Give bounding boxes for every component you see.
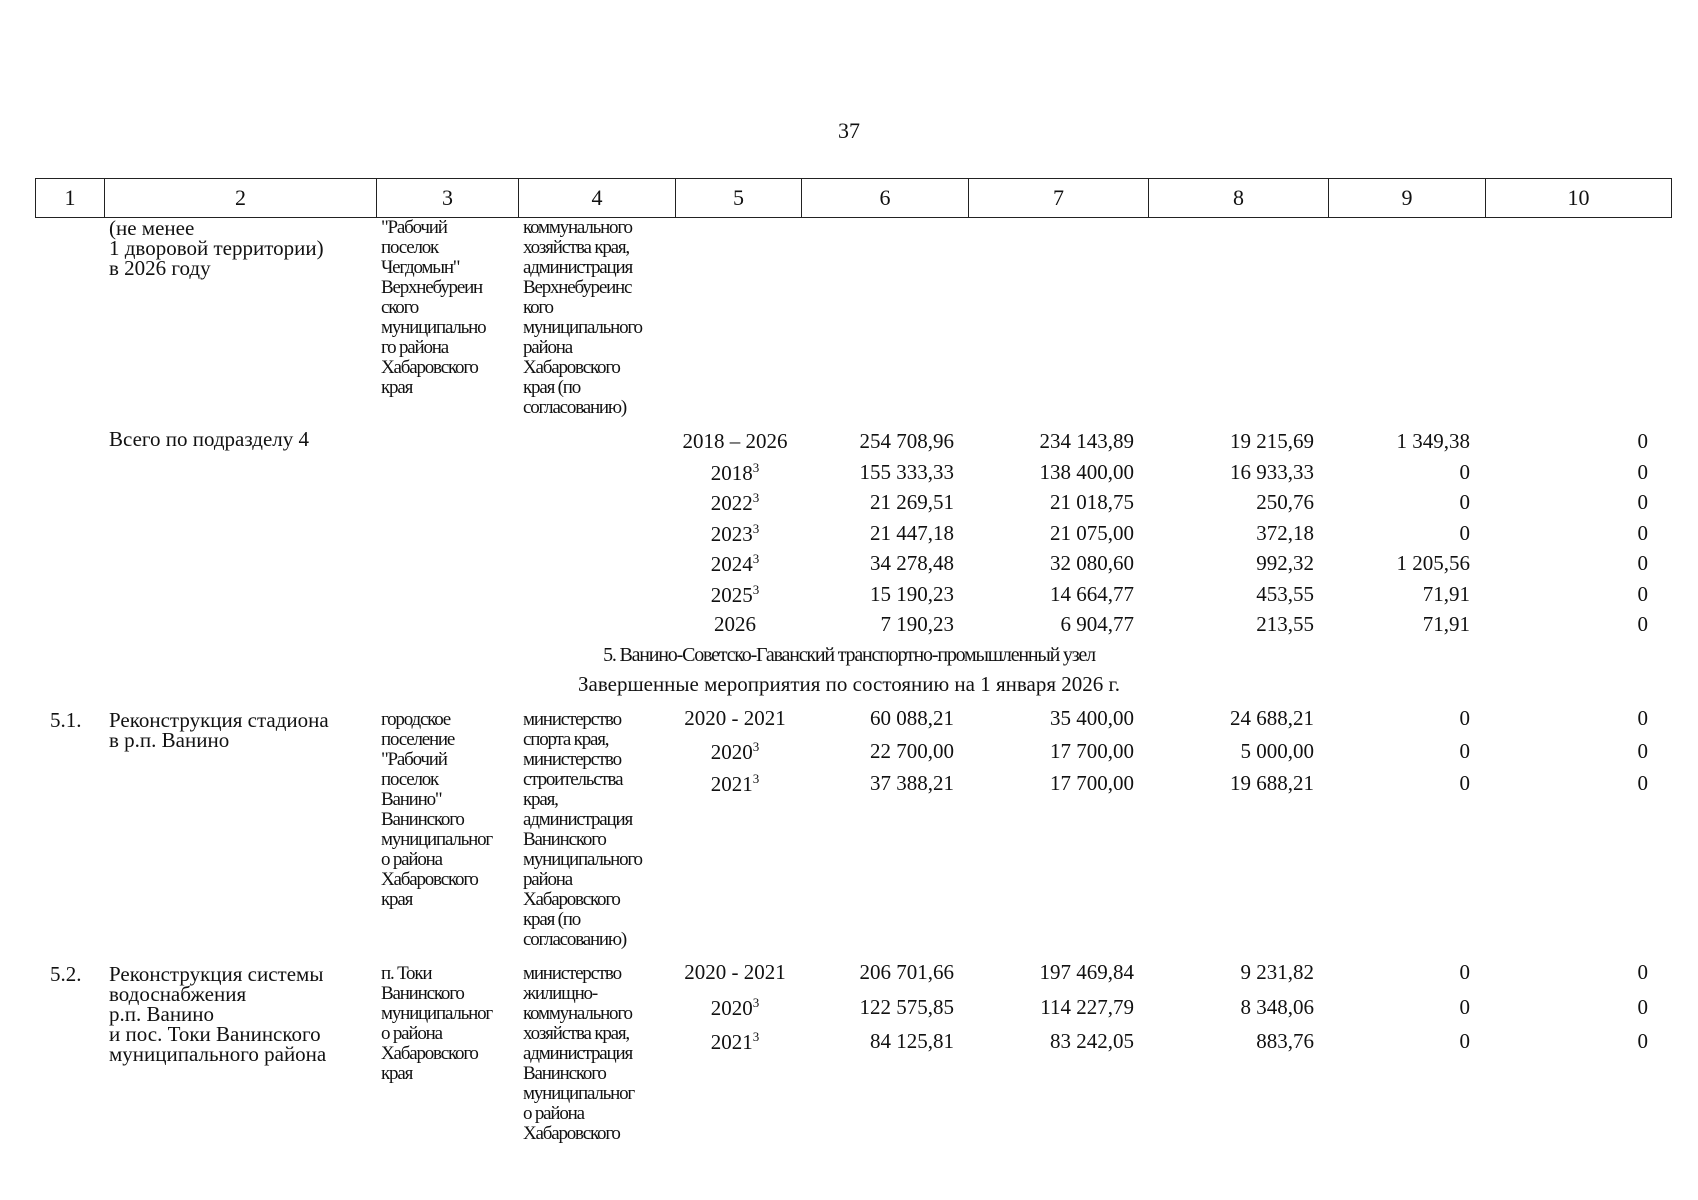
value-cell-c7: 17 700,00 bbox=[1050, 738, 1134, 763]
year-cell bbox=[665, 429, 805, 454]
value-cell-c8: 250,76 bbox=[1256, 490, 1314, 514]
continuation-name: (не менее 1 дворовой территории) в 2026 году bbox=[109, 216, 324, 280]
value-cell-c10: 0 bbox=[1637, 771, 1648, 795]
value-cell-c10: 0 bbox=[1637, 459, 1648, 484]
item-municipality: п. Токи Ванинского муниципальног о района Хабаровского края bbox=[381, 963, 492, 1084]
column-header-2: 2 bbox=[105, 179, 377, 218]
year-value: 2020 bbox=[710, 739, 753, 764]
value-cell-c6: 21 447,18 bbox=[870, 520, 954, 545]
column-header-9: 9 bbox=[1329, 179, 1486, 218]
value-cell-c9: 0 bbox=[1459, 994, 1470, 1019]
value-cell-c8: 19 215,69 bbox=[1230, 429, 1314, 453]
value-cell-c6: 34 278,48 bbox=[870, 551, 954, 575]
value-cell-c8: 5 000,00 bbox=[1240, 738, 1314, 763]
value-cell-c10: 0 bbox=[1637, 994, 1648, 1019]
year-value: 2025 bbox=[710, 582, 753, 607]
value-cell-c9: 0 bbox=[1459, 771, 1470, 795]
value-cell-c10: 0 bbox=[1637, 1029, 1648, 1053]
value-cell-c6: 206 701,66 bbox=[859, 960, 954, 984]
continuation-col3: "Рабочий поселок Чегдомын" Верхнебуреин ского муниципально го района Хабаровского края bbox=[381, 217, 486, 398]
value-cell-c6: 7 190,23 bbox=[880, 612, 954, 636]
value-cell-c10: 0 bbox=[1637, 960, 1648, 984]
year-value: 2023 bbox=[710, 521, 753, 546]
value-cell-c7: 6 904,77 bbox=[1060, 612, 1134, 636]
column-header-3: 3 bbox=[377, 179, 519, 218]
year-value: 2021 bbox=[710, 1030, 753, 1054]
value-cell-c7: 35 400,00 bbox=[1050, 706, 1134, 730]
value-cell-c7: 83 242,05 bbox=[1050, 1029, 1134, 1053]
value-cell-c8: 9 231,82 bbox=[1240, 960, 1314, 984]
year-value: 2026 bbox=[714, 612, 756, 636]
column-header-7: 7 bbox=[969, 179, 1149, 218]
item-name: Реконструкция системы водоснабжения р.п. Ванино и пос. Токи Ванинского муниципального района bbox=[109, 962, 327, 1066]
value-cell-c8: 8 348,06 bbox=[1240, 994, 1314, 1019]
column-header-1: 1 bbox=[36, 179, 105, 218]
value-cell-c9: 1 349,38 bbox=[1396, 429, 1470, 453]
value-cell-c8: 213,55 bbox=[1256, 612, 1314, 636]
value-cell-c6: 15 190,23 bbox=[870, 581, 954, 606]
footnote-mark: 3 bbox=[752, 738, 760, 754]
value-cell-c10: 0 bbox=[1637, 520, 1648, 545]
section-title: 5. Ванино-Советско-Гаванский транспортно-промышленный узел bbox=[603, 644, 1095, 666]
item-executors: министерство спорта края, министерство строительства края, администрация Ванинского муниципального района Хабаровского края (по согласованию) bbox=[523, 709, 642, 950]
value-cell-c6: 22 700,00 bbox=[870, 738, 954, 763]
footnote-mark: 3 bbox=[752, 771, 760, 786]
value-cell-c9: 71,91 bbox=[1422, 612, 1470, 636]
value-cell-c8: 453,55 bbox=[1256, 581, 1314, 606]
value-cell-c7: 17 700,00 bbox=[1050, 771, 1134, 795]
year-cell bbox=[665, 960, 805, 985]
value-cell-c7: 114 227,79 bbox=[1040, 994, 1134, 1019]
value-cell-c6: 155 333,33 bbox=[859, 459, 954, 484]
value-cell-c9: 0 bbox=[1459, 520, 1470, 545]
year-value: 2020 bbox=[710, 995, 753, 1020]
year-cell bbox=[665, 612, 805, 637]
value-cell-c6: 254 708,96 bbox=[859, 429, 954, 453]
footnote-mark: 3 bbox=[752, 520, 760, 536]
year-cell bbox=[665, 739, 805, 765]
value-cell-c6: 122 575,85 bbox=[859, 994, 954, 1019]
item-name: Реконструкция стадиона в р.п. Ванино bbox=[109, 708, 329, 752]
year-cell bbox=[665, 551, 805, 577]
value-cell-c7: 32 080,60 bbox=[1050, 551, 1134, 575]
year-value: 2018 – 2026 bbox=[682, 429, 788, 453]
year-cell bbox=[665, 771, 805, 797]
value-cell-c9: 0 bbox=[1459, 459, 1470, 484]
value-cell-c10: 0 bbox=[1637, 551, 1648, 575]
value-cell-c7: 14 664,77 bbox=[1050, 581, 1134, 606]
value-cell-c10: 0 bbox=[1637, 738, 1648, 763]
column-header-row bbox=[35, 178, 1672, 218]
item-executors: министерство жилищно- коммунального хозяйства края, администрация Ванинского муниципальног о района Хабаровского bbox=[523, 963, 634, 1144]
value-cell-c10: 0 bbox=[1637, 490, 1648, 514]
page-number: 37 bbox=[838, 118, 860, 143]
value-cell-c7: 21 018,75 bbox=[1050, 490, 1134, 514]
value-cell-c6: 84 125,81 bbox=[870, 1029, 954, 1053]
year-cell bbox=[665, 706, 805, 731]
value-cell-c10: 0 bbox=[1637, 706, 1648, 730]
year-value: 2020 - 2021 bbox=[684, 960, 786, 984]
year-cell bbox=[665, 1029, 805, 1055]
footnote-mark: 3 bbox=[752, 1029, 760, 1044]
item-municipality: городское поселение "Рабочий поселок Ванино" Ванинского муниципальног о района Хабаровского края bbox=[381, 709, 492, 910]
value-cell-c10: 0 bbox=[1637, 429, 1648, 453]
column-header-6: 6 bbox=[802, 179, 969, 218]
value-cell-c6: 60 088,21 bbox=[870, 706, 954, 730]
column-header-8: 8 bbox=[1149, 179, 1329, 218]
value-cell-c8: 16 933,33 bbox=[1230, 459, 1314, 484]
value-cell-c7: 138 400,00 bbox=[1039, 459, 1134, 484]
year-cell bbox=[665, 460, 805, 486]
year-cell bbox=[665, 490, 805, 516]
value-cell-c9: 0 bbox=[1459, 960, 1470, 984]
value-cell-c7: 234 143,89 bbox=[1039, 429, 1134, 453]
year-value: 2020 - 2021 bbox=[684, 706, 786, 730]
value-cell-c6: 21 269,51 bbox=[870, 490, 954, 514]
value-cell-c9: 1 205,56 bbox=[1396, 551, 1470, 575]
year-cell bbox=[665, 995, 805, 1021]
column-header-5: 5 bbox=[676, 179, 802, 218]
year-value: 2024 bbox=[710, 552, 753, 576]
column-header-4: 4 bbox=[519, 179, 676, 218]
year-value: 2021 bbox=[710, 772, 753, 796]
continuation-col4: коммунального хозяйства края, администрация Верхнебуреинс кого муниципального района Хабаровского края (по согласованию) bbox=[523, 217, 642, 418]
value-cell-c7: 21 075,00 bbox=[1050, 520, 1134, 545]
value-cell-c7: 197 469,84 bbox=[1039, 960, 1134, 984]
section-subtitle: Завершенные мероприятия по состоянию на 1 января 2026 г. bbox=[578, 672, 1120, 696]
value-cell-c8: 19 688,21 bbox=[1230, 771, 1314, 795]
footnote-mark: 3 bbox=[752, 581, 760, 597]
footnote-mark: 3 bbox=[752, 459, 760, 475]
value-cell-c9: 0 bbox=[1459, 738, 1470, 763]
value-cell-c8: 992,32 bbox=[1256, 551, 1314, 575]
value-cell-c9: 71,91 bbox=[1422, 581, 1470, 606]
value-cell-c10: 0 bbox=[1637, 581, 1648, 606]
year-value: 2018 bbox=[710, 460, 753, 485]
value-cell-c9: 0 bbox=[1459, 706, 1470, 730]
item-number: 5.2. bbox=[50, 962, 82, 986]
value-cell-c8: 372,18 bbox=[1256, 520, 1314, 545]
value-cell-c8: 883,76 bbox=[1256, 1029, 1314, 1053]
column-header-10: 10 bbox=[1486, 179, 1672, 218]
year-value: 2022 bbox=[710, 491, 753, 515]
subtotal-label: Всего по подразделу 4 bbox=[109, 427, 310, 451]
value-cell-c10: 0 bbox=[1637, 612, 1648, 636]
item-number: 5.1. bbox=[50, 708, 82, 732]
year-cell bbox=[665, 521, 805, 547]
value-cell-c6: 37 388,21 bbox=[870, 771, 954, 795]
footnote-mark: 3 bbox=[752, 490, 760, 505]
footnote-mark: 3 bbox=[752, 551, 760, 566]
value-cell-c8: 24 688,21 bbox=[1230, 706, 1314, 730]
value-cell-c9: 0 bbox=[1459, 490, 1470, 514]
year-cell bbox=[665, 582, 805, 608]
footnote-mark: 3 bbox=[752, 994, 760, 1010]
value-cell-c9: 0 bbox=[1459, 1029, 1470, 1053]
